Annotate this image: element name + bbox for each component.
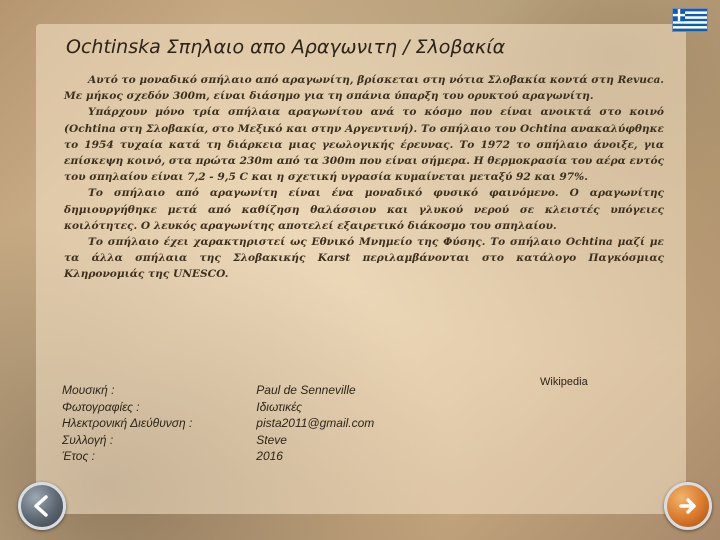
previous-slide-button[interactable]: [18, 482, 66, 530]
credit-label: Έτος :: [62, 449, 95, 463]
credit-row-photos: [62, 399, 402, 416]
credit-value: Ιδιωτικές: [256, 399, 302, 414]
credit-label: Ηλεκτρονική Διεύθυνση :: [62, 416, 193, 430]
credit-value: pista2011@gmail.com: [256, 416, 375, 430]
credit-row-music: [62, 382, 402, 399]
arrow-left-icon: [27, 491, 57, 521]
next-slide-button[interactable]: [664, 482, 712, 530]
article-body: [64, 72, 664, 283]
credit-value: Steve: [256, 432, 287, 447]
credit-value: Paul de Senneville: [256, 383, 356, 397]
greek-flag-icon: [672, 8, 708, 32]
arrow-right-icon: [673, 491, 703, 521]
paragraph-1: Αυτό το μοναδικό σπήλαιο από αραγωνίτη, βρίσκεται στη νότια Σλοβακία κοντά στη Revuca. Με μήκος σχεδόν 300m, είναι διάσημο για τη σπάνια ύπαρξη του ορυκτού αραγωνίτη.: [64, 74, 664, 103]
credit-value: 2016: [256, 449, 283, 463]
credit-row-collection: [62, 432, 402, 449]
paragraph-2: Υπάρχουν μόνο τρία σπήλαια αραγωνίτου ανά το κόσμο που είναι ανοικτά στο κοινό (Ochtina στη Σλοβακία, στο Μεξικό και στην Αργεντινή). Το σπήλαιο του Ochtina ανακαλύφθηκε το 1954 τυχαία κατά τη διάρκεια μιας γεωλογικής έρευνας. Το 1972 το σπήλαιο άνοιξε, για επίσκεψη κοινό, στα πρώτα 230m από τα 300m που είναι σήμερα. Η θερμοκρασία του αέρα εντός του σπηλαίου είναι 7,2 - 9,5 C και η σχετική υγρασία κυμαίνεται μεταξύ 92 και 97%.: [64, 106, 664, 184]
credit-label: Μουσική :: [62, 383, 115, 397]
credit-label: Φωτογραφίες :: [62, 399, 140, 414]
credits-block: [62, 382, 402, 465]
paragraph-4: Το σπήλαιο έχει χαρακτηριστεί ως Εθνικό Μνημείο της Φύσης. Το σπήλαιο Ochtina μαζί με τα άλλα σπήλαια της Σλοβακικής Karst περιλαμβάνονται στο κατάλογο Παγκόσμιας Κληρονομιάς της UNESCO.: [64, 236, 664, 281]
credit-row-email: [62, 415, 402, 432]
credit-label: Συλλογή :: [62, 432, 114, 447]
paragraph-3: Το σπήλαιο από αραγωνίτη είναι ένα μοναδικό φυσικό φαινόμενο. Ο αραγωνίτης δημιουργήθηκε μετά από καθίζηση θαλάσσιου και γλυκού νερού σε κλειστές υπόγειες κοιλότητες. Ο λευκός αραγωνίτης αποτελεί εξαιρετικό διάκοσμο του σπηλαίου.: [64, 187, 664, 232]
page-title: Ochtinska Σπηλαιο απο Αραγωνιτη / Σλοβακία: [66, 36, 506, 58]
source-label: Wikipedia: [540, 376, 588, 388]
credit-row-year: [62, 448, 402, 465]
